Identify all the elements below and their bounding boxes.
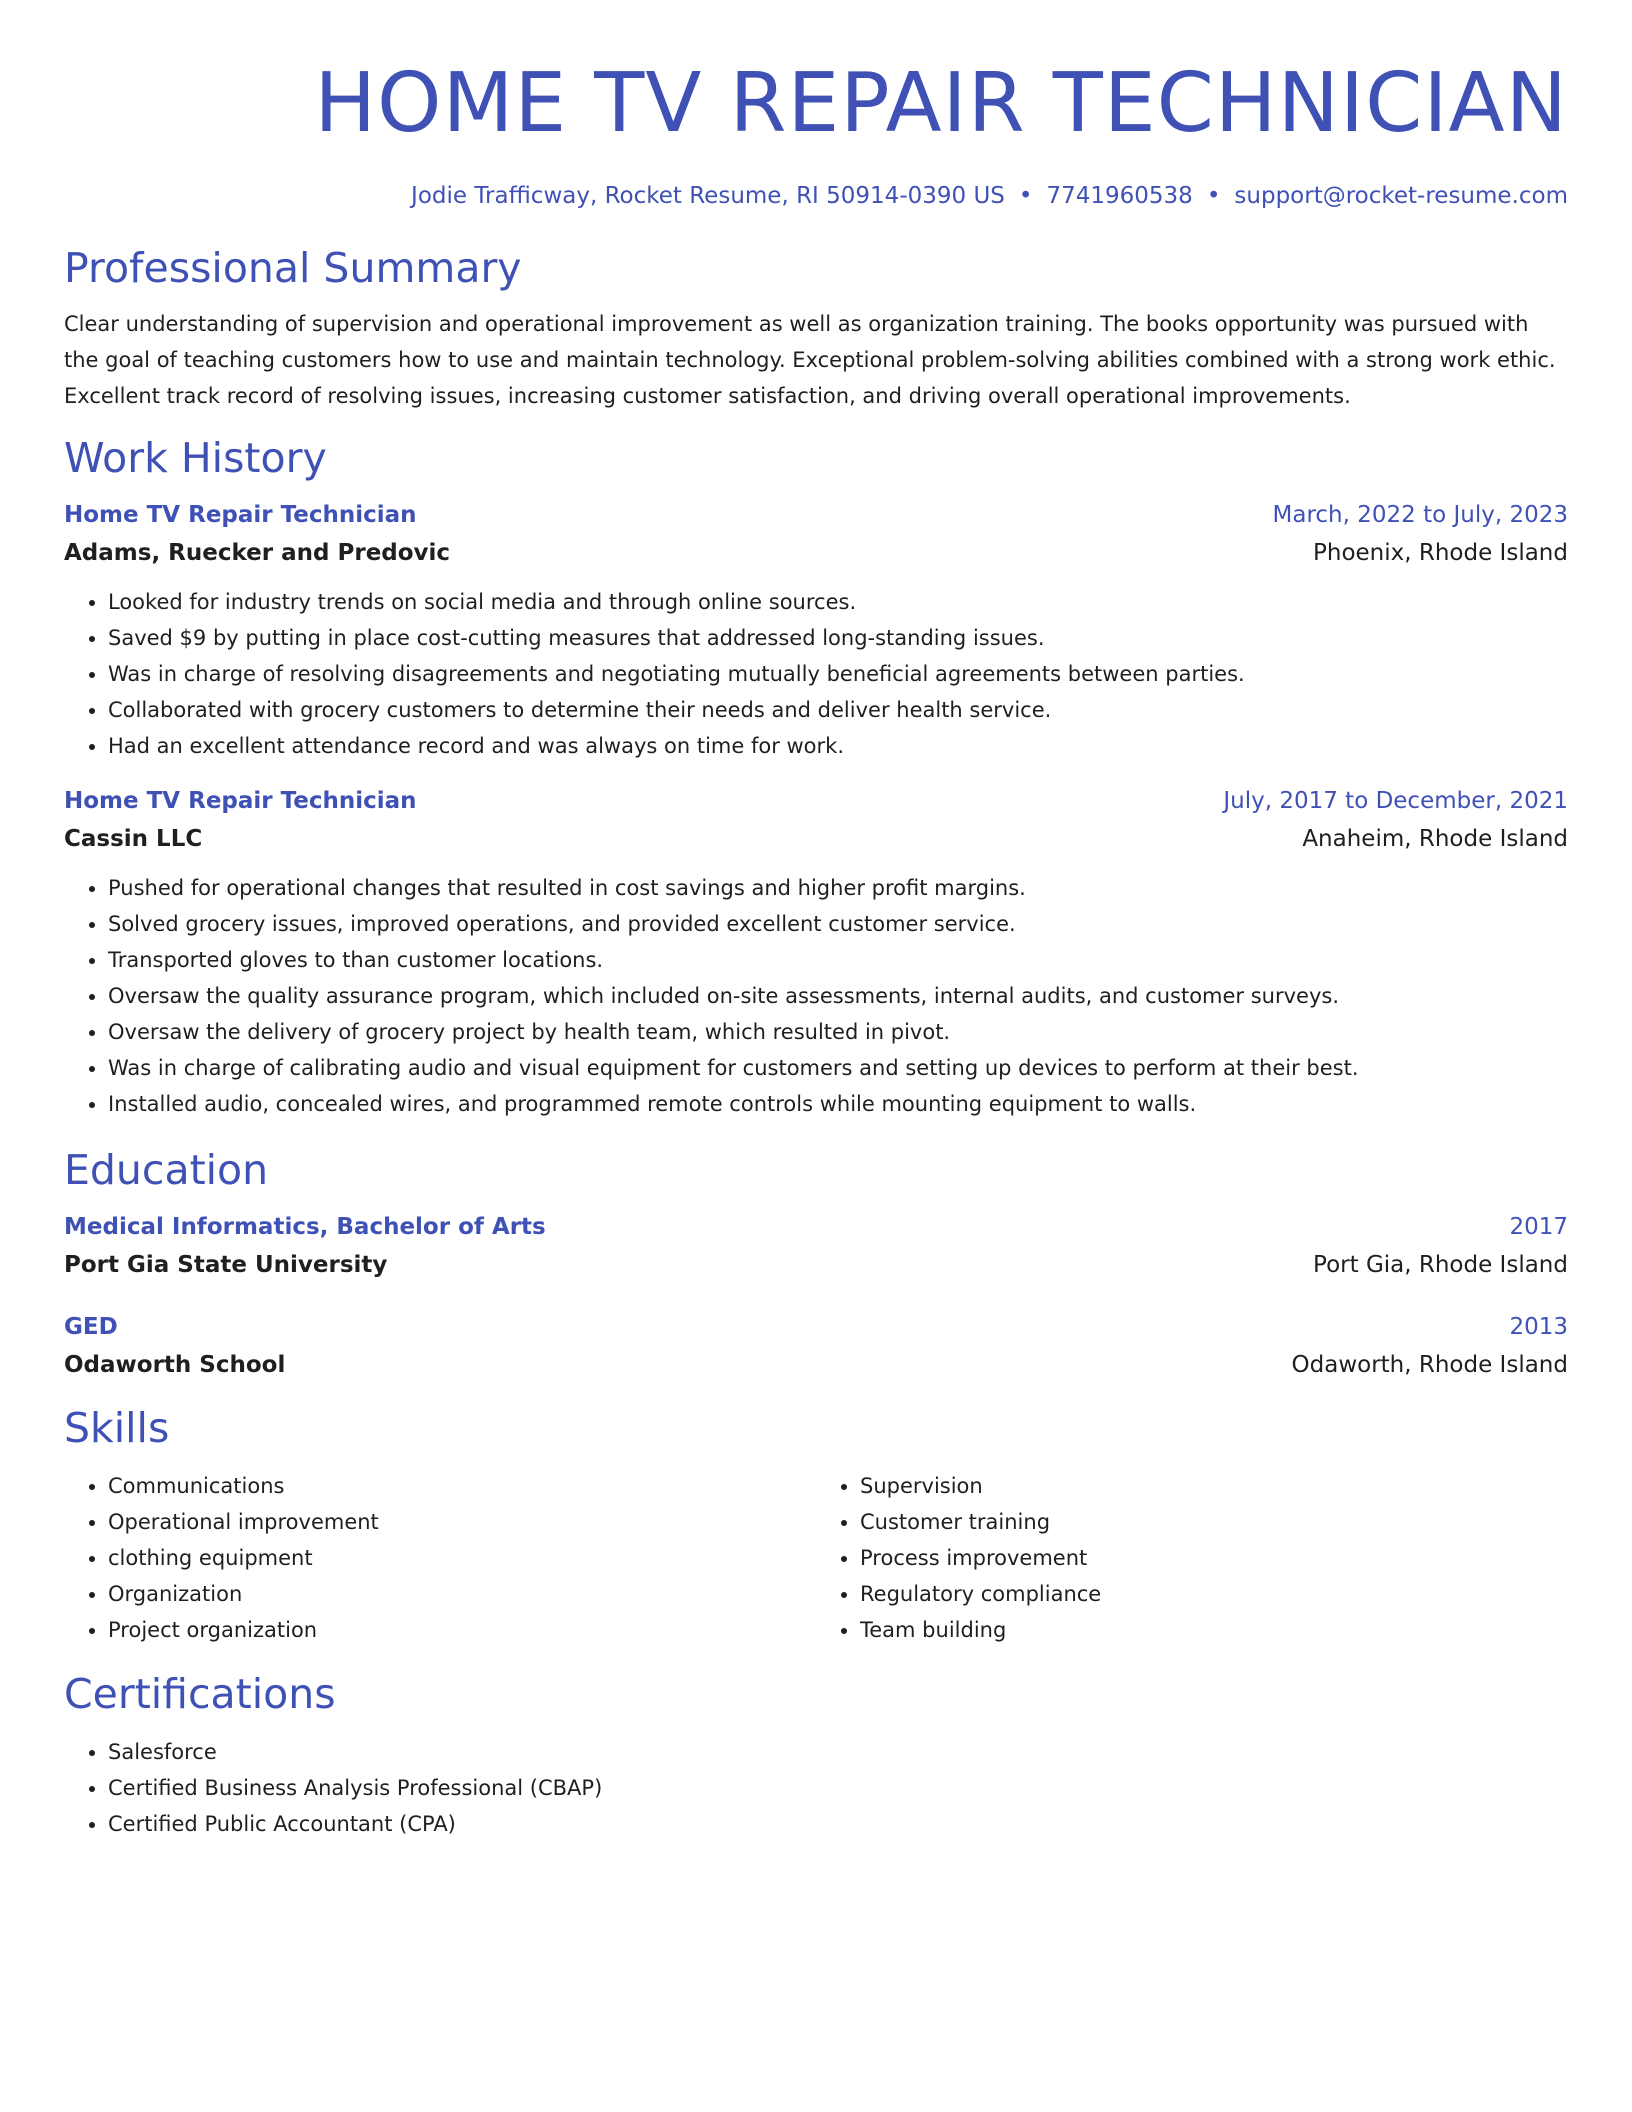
- job-location: Phoenix, Rhode Island: [1313, 540, 1568, 566]
- skills-list-left: [64, 1468, 816, 1648]
- job-bullet: • Had an excellent attendance record and was always on time for work.: [108, 728, 1568, 764]
- job-bullet: • Pushed for operational changes that resulted in cost savings and higher profit margins.: [108, 870, 1568, 906]
- skill-item: • Customer training: [860, 1504, 1568, 1540]
- skill-item: • Communications: [108, 1468, 816, 1504]
- certifications-list: [64, 1734, 1568, 1842]
- job-bullet: • Was in charge of resolving disagreements and negotiating mutually beneficial agreements between parties.: [108, 656, 1568, 692]
- section-title-certifications: Certifications: [64, 1670, 336, 1718]
- skills-grid: [64, 1468, 1568, 1648]
- job-bullet: • Oversaw the delivery of grocery project by health team, which resulted in pivot.: [108, 1014, 1568, 1050]
- education-header-row: [64, 1310, 1568, 1344]
- resume-header: [64, 56, 1568, 212]
- education-header-row: [64, 1210, 1568, 1244]
- contact-phone: 7741960538: [1046, 183, 1193, 209]
- education-year: 2017: [1509, 1214, 1568, 1240]
- contact-address: Jodie Trafficway, Rocket Resume, RI 50914-0390 US: [411, 183, 1005, 209]
- education-degree: Medical Informatics, Bachelor of Arts: [64, 1214, 546, 1240]
- job-location: Anaheim, Rhode Island: [1302, 826, 1568, 852]
- job-bullet: • Installed audio, concealed wires, and programmed remote controls while mounting equipment to walls.: [108, 1086, 1568, 1122]
- job-header-row: [64, 498, 1568, 532]
- job-bullet: • Solved grocery issues, improved operations, and provided excellent customer service.: [108, 906, 1568, 942]
- contact-separator: •: [1018, 183, 1033, 209]
- skill-item: • Project organization: [108, 1612, 816, 1648]
- job-header-row: [64, 784, 1568, 818]
- job-dates: July, 2017 to December, 2021: [1223, 788, 1568, 814]
- skill-item: • Organization: [108, 1576, 816, 1612]
- certification-item: • Salesforce: [108, 1734, 1568, 1770]
- skill-item: • Team building: [860, 1612, 1568, 1648]
- job-bullet-list: [64, 870, 1568, 1122]
- job-dates: March, 2022 to July, 2023: [1272, 502, 1568, 528]
- section-title-summary: Professional Summary: [64, 244, 522, 292]
- job-role: Home TV Repair Technician: [64, 502, 417, 528]
- education-location: Port Gia, Rhode Island: [1313, 1252, 1568, 1278]
- job-bullet-list: [64, 584, 1568, 764]
- job-bullet: • Was in charge of calibrating audio and visual equipment for customers and setting up devices to perform at their best.: [108, 1050, 1568, 1086]
- job-company: Adams, Ruecker and Predovic: [64, 540, 451, 566]
- job-bullet: • Oversaw the quality assurance program, which included on-site assessments, internal audits, and customer surveys.: [108, 978, 1568, 1014]
- section-title-work-history: Work History: [64, 434, 327, 482]
- section-title-education: Education: [64, 1146, 269, 1194]
- job-role: Home TV Repair Technician: [64, 788, 417, 814]
- job-company: Cassin LLC: [64, 826, 203, 852]
- skill-item: • Regulatory compliance: [860, 1576, 1568, 1612]
- job-company-row: [64, 822, 1568, 856]
- skill-item: • clothing equipment: [108, 1540, 816, 1576]
- job-entry: [64, 784, 1568, 1122]
- summary-text: Clear understanding of supervision and operational improvement as well as organization training. The books opportunity was pursued with the goal of teaching customers how to use and maintain technology. Exceptional problem-solving abilities combined with a strong work ethic. Excellent track record of resolving issues, increasing customer satisfaction, and driving overall operational improvements.: [64, 312, 1556, 408]
- contact-line: [64, 180, 1568, 212]
- skill-item: • Supervision: [860, 1468, 1568, 1504]
- education-entry: [64, 1210, 1568, 1282]
- skills-list-right: [816, 1468, 1568, 1648]
- education-entry: [64, 1310, 1568, 1382]
- job-bullet: • Transported gloves to than customer locations.: [108, 942, 1568, 978]
- education-school: Port Gia State University: [64, 1252, 388, 1278]
- education-year: 2013: [1509, 1314, 1568, 1340]
- education-school-row: [64, 1248, 1568, 1282]
- job-bullet: • Saved $9 by putting in place cost-cutting measures that addressed long-standing issues.: [108, 620, 1568, 656]
- certification-item: • Certified Business Analysis Professional (CBAP): [108, 1770, 1568, 1806]
- education-school-row: [64, 1348, 1568, 1382]
- skill-item: • Process improvement: [860, 1540, 1568, 1576]
- skill-item: • Operational improvement: [108, 1504, 816, 1540]
- education-school: Odaworth School: [64, 1352, 286, 1378]
- education-location: Odaworth, Rhode Island: [1291, 1352, 1568, 1378]
- section-title-skills: Skills: [64, 1404, 170, 1452]
- certification-item: • Certified Public Accountant (CPA): [108, 1806, 1568, 1842]
- job-company-row: [64, 536, 1568, 570]
- education-degree: GED: [64, 1314, 118, 1340]
- job-bullet: • Collaborated with grocery customers to determine their needs and deliver health service.: [108, 692, 1568, 728]
- resume-title: HOME TV REPAIR TECHNICIAN: [314, 56, 1568, 151]
- job-entry: [64, 498, 1568, 764]
- job-bullet: • Looked for industry trends on social media and through online sources.: [108, 584, 1568, 620]
- contact-email: support@rocket-resume.com: [1234, 183, 1568, 209]
- contact-separator: •: [1206, 183, 1221, 209]
